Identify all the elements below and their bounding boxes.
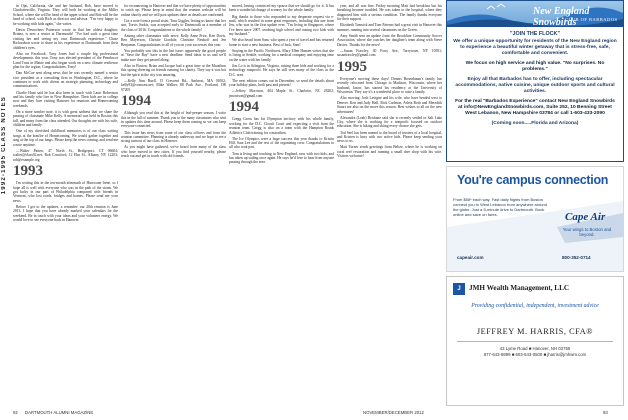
class-note-paragraph: Gregg Gross has hit Olympian territory with his whole family, working for the D.C. Circuit Court and expecting a visit from the reunion team. Gregg is also on a team with the Hampton Roads Athletics Club training for a marathon. (229, 117, 334, 135)
magazine-name: DARTMOUTH ALUMNI MAGAZINE (25, 410, 94, 415)
class-note-paragraph: Dawn Desrochers Patterson wrote in that her oldest daughter, Briana, is now a senior at Dartmouth! "I've had such a great time visiting her and seeing my own Dartmouth experience." Chase Richardson wrote to share in his experience at Dartmouth from their children's eyes. (13, 27, 118, 50)
class-note-paragraph: The Ice Olympics were a huge success this year thanks to Kristin Hill, Sara Lee and the rest of the organizing crew. Congratulations to all who took part. (229, 136, 334, 150)
class-note-paragraph: —Kelly Ann Buell, 15 Crescent Rd., Amherst, MA 01002; kelly93@comcast.net; Mike Walker, 88 Park Ave., Portland, OR 97205 (121, 78, 226, 92)
snowbirds-ad[interactable] (446, 0, 624, 162)
advertising-column (446, 0, 628, 420)
section-side-label: 1992-1995 CLASS NOTES (1, 96, 7, 195)
jmh-contact[interactable]: 877-643-8899 ■ 603-643-0500 ■ jharris@jmhwm.com (483, 352, 587, 357)
jmh-address (457, 346, 613, 358)
cape-air-ad[interactable] (446, 166, 624, 272)
cape-air-headline: You're campus connection (457, 173, 609, 187)
jmh-tagline: Providing confidential, independent, investment advice (471, 303, 599, 309)
class-note-paragraph: Matt Turner sends greetings from Belize, where he is working on coral reef restoration and running a small dive shop with his wife. Visitors welcome! (337, 145, 442, 159)
class-note-paragraph: —Susan Frawley, 30 Forty Ave., Tarrytown, NY 10591; susanfrawley@gmail.com (337, 48, 442, 58)
snowbirds-ad-body (453, 31, 617, 131)
class-note-paragraph: Everyone's moving these days! Dennis Rosenbaum's family has recently relocated from Chicago to Madison, Wisconsin, where her husband, Jason, has started his residency at the University of Wisconsin. They say it's a wonderful place to raise a family. (337, 76, 442, 95)
class-year-heading: 1995 (337, 58, 367, 75)
snowbirds-contact[interactable]: For the real "Barbados Experience" contact New England Snowbirds at info@NewEnglandSnowbirds.com, Suite 252, 10 Benning Street West Lebanon, New Hampshire 03784 or call 1-603-433-2090 (455, 99, 615, 116)
class-note-paragraph: year, and all was fine. Friday morning Matt had breakfast but his breathing became troubled. He was taken to the hospital, where they diagnosed him with a serious condition. The family thanks everyone for their support. (337, 4, 442, 22)
jmh-title: JMH Wealth Management, LLC (469, 284, 570, 292)
cape-air-phone[interactable]: 800-352-0714 (562, 255, 591, 260)
class-note-paragraph: Alexandra (Leah) Brisbane said she is recently settled in Salt Lake City, where she is working for a nonprofit focused on outdoor education. She is hiking and skiing every chance she gets. (337, 115, 442, 129)
class-note-paragraph: Also in Boston, Brian and Jacque had a great time at the Marathon this spring cheering on friends running for charity. They say it was hot but the spirit in the city was amazing. (121, 63, 226, 77)
jmh-street: 43 Lyme Road ■ Hanover, NH 03755 (499, 346, 571, 351)
text-column-4 (337, 4, 442, 408)
snowbirds-offer: We offer a unique opportunity for residents of the New England region to experience a beautiful winter getaway that is stress-free, safe, comfortable and convenient. (453, 39, 617, 56)
class-note-paragraph: Before I get to the updates, a reminder: our 20th reunion is June 2013. I hope that you have already marked your calendars for the weekend. Be in touch with your ideas and your volunteer energy. We would love to see everyone back in Hanover. (13, 204, 118, 223)
class-note-paragraph: You probably saw this in the last issue: apparently the good people at "Save the Bay" have a new deadline. Send ideas to us and we'll make sure they get passed along. (121, 48, 226, 62)
class-note-paragraph: The next edition comes out in December, so send the details about your holiday plans, both past and present! (229, 78, 334, 88)
class-note-paragraph: Charlie Hunt said he has also been in touch with Lauri Robertson and his family who live in New Hampshire. Their kids are in college now and they love visiting Hanover for reunions and Homecoming weekends. (13, 90, 118, 108)
class-note-paragraph: —Jeffrey Morrison, 404 Maple St., Charlotte, NC 28202; jmorrison@gmail.com (229, 89, 334, 98)
class-note-paragraph: As you might have gathered, we've heard from many of the class who have moved to new cities. If you find yourself nearby, please reach out and get in touch with old friends. (121, 145, 226, 159)
class-note-paragraph: Although you read this at the height of leaf-peeper season, I write this in the lull of summer. Thank you to the many classmates who sent in updates this time around. Please keep them coming so we can keep everyone connected. (121, 111, 226, 129)
class-note-paragraph: I'm writing this in the ten-month aftermath of Hurricane Irene, so I hope all is well with everyone who was in the path of the storm. We got lucky in our part of Philadelphia compared with friends in Vermont, who lost roads, bridges and homes. Please send me your news. (13, 181, 118, 203)
snowbirds-focus: We focus on high service and high value. "No surprises. No problems." (465, 61, 605, 72)
page-number-left: 92 (13, 410, 18, 415)
class-note-paragraph: Jim Lo is in Arlington, Virginia, raising three kids and working for a technology nonprofit. He says he still sees many of the class in the D.C. area. (229, 63, 334, 77)
class-note-paragraph: Tom is living and teaching in New England, now with two kids, and has taken up sailing once again. He says he'd love to hear from anyone passing through the area. (229, 151, 334, 165)
issue-date: NOVEMBER/DECEMBER 2012 (363, 410, 424, 415)
class-note-paragraph: for reconnecting in Hanover and that we have plenty of opportunities to catch up. Please keep in mind that the reunion website will be online shortly and we will post updates there as details are confirmed. (121, 4, 226, 17)
cape-air-logo (555, 207, 619, 247)
snowbirds-enjoy: Enjoy all that Barbados has to offer, including spectacular accommodations, native cuisine, unique outdoor sports and cultural activities. (455, 77, 615, 94)
snowbirds-coming: (Coming soon.....Florida and Arizona) (491, 121, 579, 126)
class-year-heading: 1993 (13, 163, 43, 180)
class-note-paragraph: We also heard from Sam, who spent a year of travel and has returned home to start a new business. Best of luck, Sam! (229, 38, 334, 47)
class-note-paragraph: On a more somber note, it is with great sadness that we share the passing of classmate Mike Kelly. A memorial was held in Boston this fall, and many from the class attended. Our thoughts are with his wife, children and family. (13, 109, 118, 128)
jmh-wealth-ad[interactable] (446, 276, 624, 406)
text-column-2 (121, 4, 226, 408)
class-note-paragraph: moved, having convinced my spouse that we should go for it. It has been a wonderful change of scenery for the whole family. (229, 4, 334, 13)
page-number-right: 93 (603, 410, 608, 415)
cape-air-tagline: Your wings to Boston and beyond. (562, 227, 612, 237)
class-note-paragraph: Big thanks to those who responded to my desperate request via e-mail, which resulted in some great responses, including this one from Jen, who was in the first update ever. "I'm living in Singapore, where I've been since 2007, teaching high school and raising two kids with my husband." (229, 14, 334, 37)
join-the-flock: "JOIN THE FLOCK" (509, 31, 561, 37)
cape-air-text: From $58* each way. Fast daily flights from Boston connect you to West Lebanon from anywhere around the globe. Just a 5-minute drive to Dartmouth. Book online and save on fares. (453, 197, 547, 217)
class-note-paragraph: —Walter Patten, 47 North St., Bridgeport, CT 06604; walter@class92.net; Rob Crawford, 12 Elm St., Albany, NY 12203; rob@example.org (13, 148, 118, 162)
class-note-paragraph: One of my cherished childhood memories is of our class writing songs at the bonfire of Homecoming. We would gather together and sing at the top of our lungs. Please keep the news coming, and send me a note anytime. (13, 129, 118, 147)
jmh-logo-mark-icon: J (453, 283, 465, 295)
jmh-divider (457, 341, 613, 342)
class-year-heading: 1994 (229, 99, 259, 116)
class-note-paragraph: Staying in the Pacific Northwest, Mary Ellen Hansen writes that she is living in Seattle, working for a medical company and enjoying time on the water with her family. (229, 48, 334, 62)
cape-air-wordmark: Cape Air (565, 211, 606, 223)
class-note-paragraph: Also on Facebook, Tony Jones had a couple big professional developments this year. Tony was elected president of the Penobscot Land Trust in Maine and also began work on a new climate resilience plan for the region. Congratulations, Tony! (13, 51, 118, 70)
class-note-paragraph: This issue has news from some of our class officers and from the reunion committee. Planning is already underway and we hope to see a strong turnout of our class in Hanover. (121, 130, 226, 144)
class-note-paragraph: Dan McCue sent along news that he was recently named a senior vice president at a consulting firm in Washington, D.C., where he continues to work with clients on strategic planning, technology and communications. (13, 71, 118, 89)
class-note-paragraph: Got a note from a proud sister, Tara Giggles, letting us know that her son, Travis Sarkis, was accepted early to Dartmouth as a member of the class of 2016. Congratulations to the whole family! (121, 18, 226, 32)
snowbirds-logo: New England Snowbirds (533, 6, 590, 27)
class-note-paragraph: Elizabeth Tomsick and Tom Paterno had a great visit in Hanover this summer, running into several classmates on the Green. (337, 23, 442, 32)
text-column-1 (13, 4, 118, 408)
cape-air-url[interactable]: capeair.com (457, 255, 484, 260)
text-column-3 (229, 4, 334, 408)
jmh-advisor-name: JEFFREY M. HARRIS, CFA® (476, 327, 594, 336)
class-note-paragraph: in Ojai, California, she and her husband, Bob, have moved to Charlottesville, Virginia. They will both be working at the Miller School, where she will be head of the upper school and Bob will be the head of school, with Rich as director and advisor. "I'm very happy to be working with kids again," she writes. (13, 4, 118, 26)
snowbirds-logo-sub: CLUB OF BARBADOS (565, 17, 618, 22)
class-note-paragraph: Tod Seel has been named to the board of trustees of a local hospital, and Kristen is busy with two active kids. Please keep sending your news to us. (337, 130, 442, 144)
class-year-heading: 1994 (121, 93, 151, 110)
class-note-paragraph: Amy Smith sent an update from the Brookline Community Soccer Association, where she coaches her daughter's team along with Steve Davies. Thanks for the news! (337, 33, 442, 47)
class-note-paragraph: Among other classmates with news: Kelly Anne Prior, Ken Davis, Ben Mayerson, Christie Goodale, Christine Neuhoff and Jen Benjamin. Congratulations to all of you on your successes this year. (121, 33, 226, 47)
snowbirds-banner (447, 1, 623, 27)
class-note-paragraph: Also moving: Josh Lavigne and his wife, who have headed west to Denver. Ken and Judy Hall, Rick Carleton, Arleta Roth and Meredith Stuart are also on the move this season. Best wishes to all on the new adventures! (337, 96, 442, 114)
